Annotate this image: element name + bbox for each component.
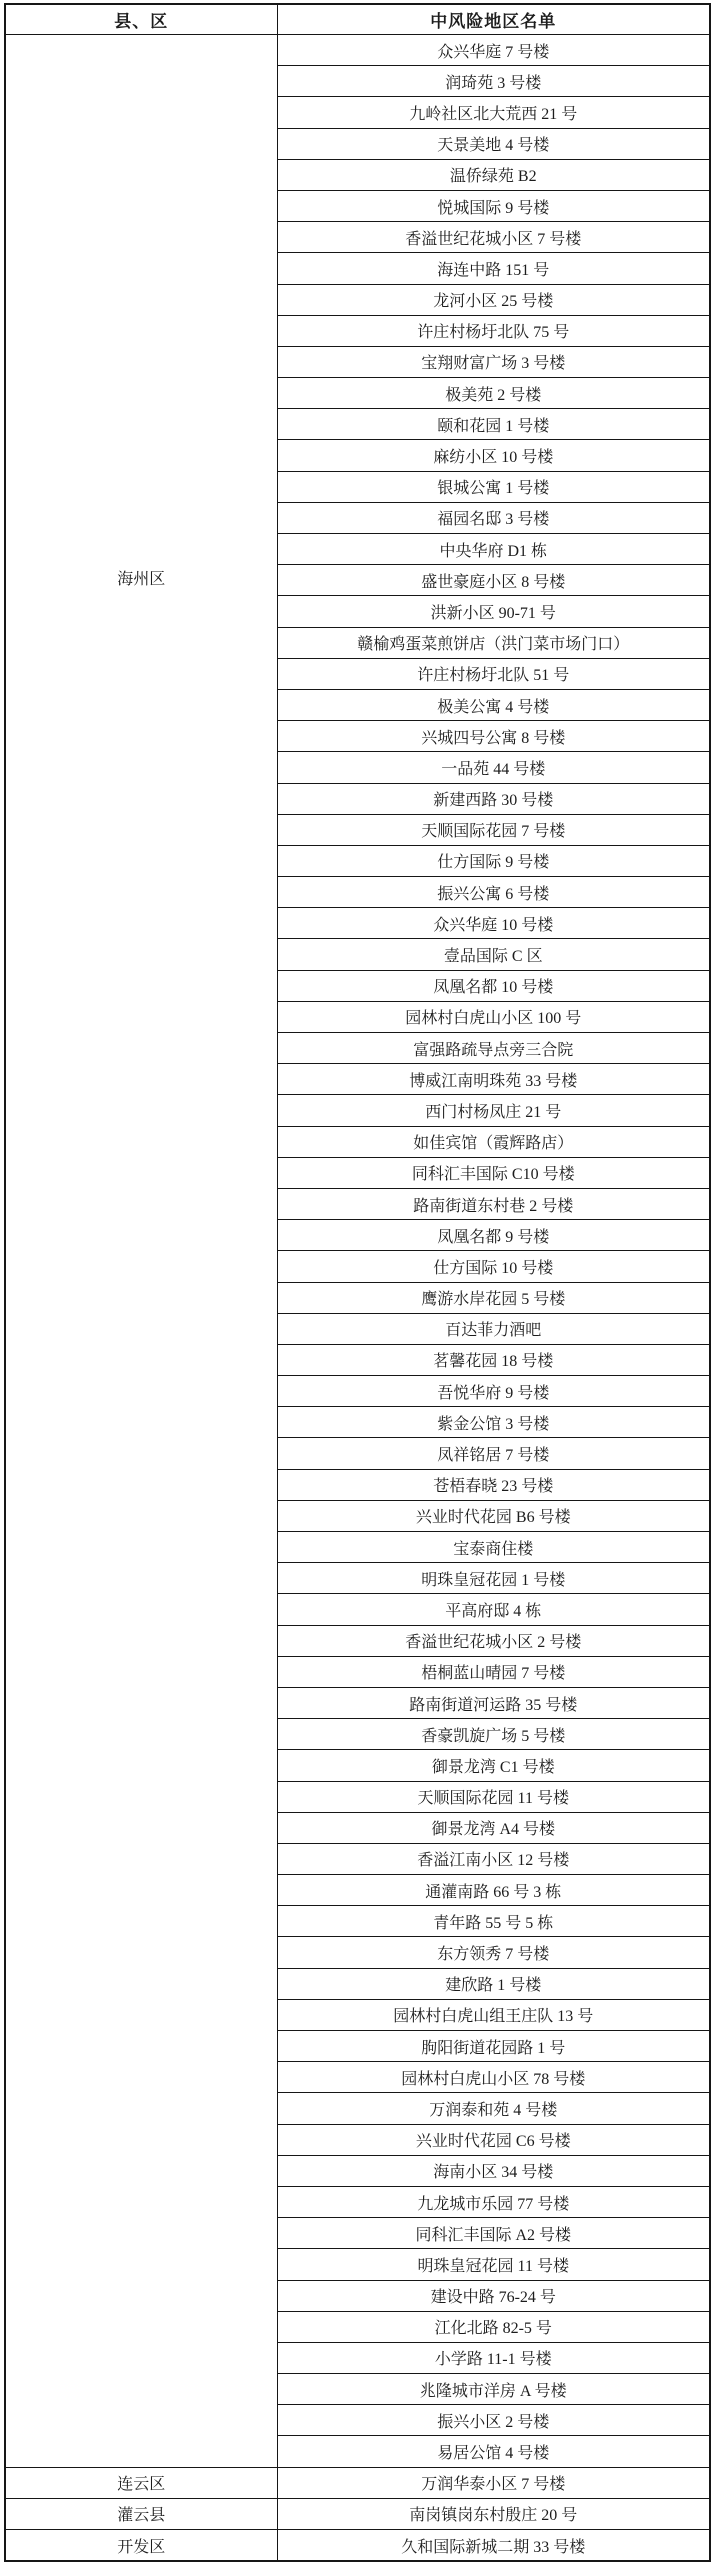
area-cell: 朐阳街道花园路 1 号 [277, 2031, 710, 2062]
area-cell: 香溢江南小区 12 号楼 [277, 1843, 710, 1874]
table-row [5, 2530, 710, 2562]
area-cell: 银城公寓 1 号楼 [277, 471, 710, 502]
area-cell: 许庄村杨圩北队 51 号 [277, 658, 710, 689]
area-cell: 园林村白虎山组王庄队 13 号 [277, 1999, 710, 2030]
area-cell: 路南街道河运路 35 号楼 [277, 1687, 710, 1718]
district-cell [5, 35, 277, 2468]
area-cell: 众兴华庭 7 号楼 [277, 35, 710, 66]
area-cell: 仕方国际 10 号楼 [277, 1251, 710, 1282]
area-cell: 凤凰名都 9 号楼 [277, 1220, 710, 1251]
area-cell: 麻纺小区 10 号楼 [277, 440, 710, 471]
area-cell: 园林村白虎山小区 100 号 [277, 1001, 710, 1032]
column-header-area-list: 中风险地区名单 [277, 4, 710, 35]
area-cell: 青年路 55 号 5 栋 [277, 1906, 710, 1937]
area-cell: 博威江南明珠苑 33 号楼 [277, 1064, 710, 1095]
column-header-district: 县、区 [5, 4, 277, 35]
district-label: 连云区 [117, 2476, 166, 2494]
area-cell: 润琦苑 3 号楼 [277, 66, 710, 97]
area-cell: 九龙城市乐园 77 号楼 [277, 2186, 710, 2217]
area-cell: 鹰游水岸花园 5 号楼 [277, 1282, 710, 1313]
table-body [5, 35, 710, 2562]
area-cell: 香溢世纪花城小区 2 号楼 [277, 1625, 710, 1656]
area-cell: 兴业时代花园 B6 号楼 [277, 1500, 710, 1531]
district-cell [5, 2530, 277, 2562]
area-cell: 香豪凯旋广场 5 号楼 [277, 1719, 710, 1750]
area-cell: 凤祥铭居 7 号楼 [277, 1438, 710, 1469]
area-cell: 江化北路 82-5 号 [277, 2311, 710, 2342]
area-cell: 西门村杨凤庄 21 号 [277, 1095, 710, 1126]
area-cell: 兴城四号公寓 8 号楼 [277, 721, 710, 752]
area-cell: 御景龙湾 A4 号楼 [277, 1812, 710, 1843]
area-cell: 建设中路 76-24 号 [277, 2280, 710, 2311]
area-cell: 明珠皇冠花园 11 号楼 [277, 2249, 710, 2280]
area-cell: 新建西路 30 号楼 [277, 783, 710, 814]
district-label: 灌云县 [117, 2507, 166, 2525]
area-cell: 颐和花园 1 号楼 [277, 409, 710, 440]
area-cell: 明珠皇冠花园 1 号楼 [277, 1563, 710, 1594]
table-header [5, 4, 710, 35]
area-cell: 海南小区 34 号楼 [277, 2155, 710, 2186]
area-cell: 天景美地 4 号楼 [277, 128, 710, 159]
area-cell: 同科汇丰国际 A2 号楼 [277, 2218, 710, 2249]
area-cell: 茗馨花园 18 号楼 [277, 1344, 710, 1375]
area-cell: 一品苑 44 号楼 [277, 752, 710, 783]
area-cell: 众兴华庭 10 号楼 [277, 908, 710, 939]
area-cell: 海连中路 151 号 [277, 253, 710, 284]
area-cell: 平高府邸 4 栋 [277, 1594, 710, 1625]
area-cell: 振兴公寓 6 号楼 [277, 877, 710, 908]
area-cell: 天顺国际花园 7 号楼 [277, 814, 710, 845]
area-cell: 振兴小区 2 号楼 [277, 2405, 710, 2436]
area-cell: 久和国际新城二期 33 号楼 [277, 2530, 710, 2562]
table-row [5, 2467, 710, 2498]
district-label: 海州区 [117, 571, 166, 588]
area-cell: 凤凰名都 10 号楼 [277, 970, 710, 1001]
area-cell: 仕方国际 9 号楼 [277, 845, 710, 876]
area-cell: 通灌南路 66 号 3 栋 [277, 1875, 710, 1906]
area-cell: 建欣路 1 号楼 [277, 1968, 710, 1999]
area-cell: 吾悦华府 9 号楼 [277, 1376, 710, 1407]
area-cell: 万润泰和苑 4 号楼 [277, 2093, 710, 2124]
district-cell [5, 2467, 277, 2498]
area-cell: 园林村白虎山小区 78 号楼 [277, 2062, 710, 2093]
area-cell: 天顺国际花园 11 号楼 [277, 1781, 710, 1812]
table-row [5, 35, 710, 66]
area-cell: 御景龙湾 C1 号楼 [277, 1750, 710, 1781]
area-cell: 苍梧春晓 23 号楼 [277, 1469, 710, 1500]
area-cell: 易居公馆 4 号楼 [277, 2436, 710, 2467]
area-cell: 梧桐蓝山晴园 7 号楼 [277, 1656, 710, 1687]
area-cell: 福园名邸 3 号楼 [277, 502, 710, 533]
area-cell: 兆隆城市洋房 A 号楼 [277, 2374, 710, 2405]
area-cell: 洪新小区 90-71 号 [277, 596, 710, 627]
area-cell: 富强路疏导点旁三合院 [277, 1033, 710, 1064]
area-cell: 如佳宾馆（霞辉路店） [277, 1126, 710, 1157]
area-cell: 南岗镇岗东村殷庄 20 号 [277, 2498, 710, 2529]
district-cell [5, 2498, 277, 2529]
area-cell: 兴业时代花园 C6 号楼 [277, 2124, 710, 2155]
area-cell: 壹品国际 C 区 [277, 939, 710, 970]
area-cell: 路南街道东村巷 2 号楼 [277, 1188, 710, 1219]
area-cell: 同科汇丰国际 C10 号楼 [277, 1157, 710, 1188]
area-cell: 中央华府 D1 栋 [277, 534, 710, 565]
area-cell: 紫金公馆 3 号楼 [277, 1407, 710, 1438]
area-cell: 赣榆鸡蛋菜煎饼店（洪门菜市场门口） [277, 627, 710, 658]
area-cell: 香溢世纪花城小区 7 号楼 [277, 222, 710, 253]
district-label: 开发区 [117, 2538, 166, 2556]
area-cell: 极美公寓 4 号楼 [277, 689, 710, 720]
area-cell: 极美苑 2 号楼 [277, 378, 710, 409]
area-cell: 悦城国际 9 号楼 [277, 190, 710, 221]
area-cell: 盛世豪庭小区 8 号楼 [277, 565, 710, 596]
area-cell: 宝翔财富广场 3 号楼 [277, 346, 710, 377]
area-cell: 许庄村杨圩北队 75 号 [277, 315, 710, 346]
area-cell: 万润华泰小区 7 号楼 [277, 2467, 710, 2498]
area-cell: 小学路 11-1 号楼 [277, 2342, 710, 2373]
area-cell: 东方领秀 7 号楼 [277, 1937, 710, 1968]
risk-area-table [4, 3, 711, 2562]
area-cell: 百达菲力酒吧 [277, 1313, 710, 1344]
area-cell: 宝泰商住楼 [277, 1532, 710, 1563]
header-row [5, 4, 710, 35]
area-cell: 温侨绿苑 B2 [277, 159, 710, 190]
area-cell: 龙河小区 25 号楼 [277, 284, 710, 315]
table-row [5, 2498, 710, 2529]
area-cell: 九岭社区北大荒西 21 号 [277, 97, 710, 128]
